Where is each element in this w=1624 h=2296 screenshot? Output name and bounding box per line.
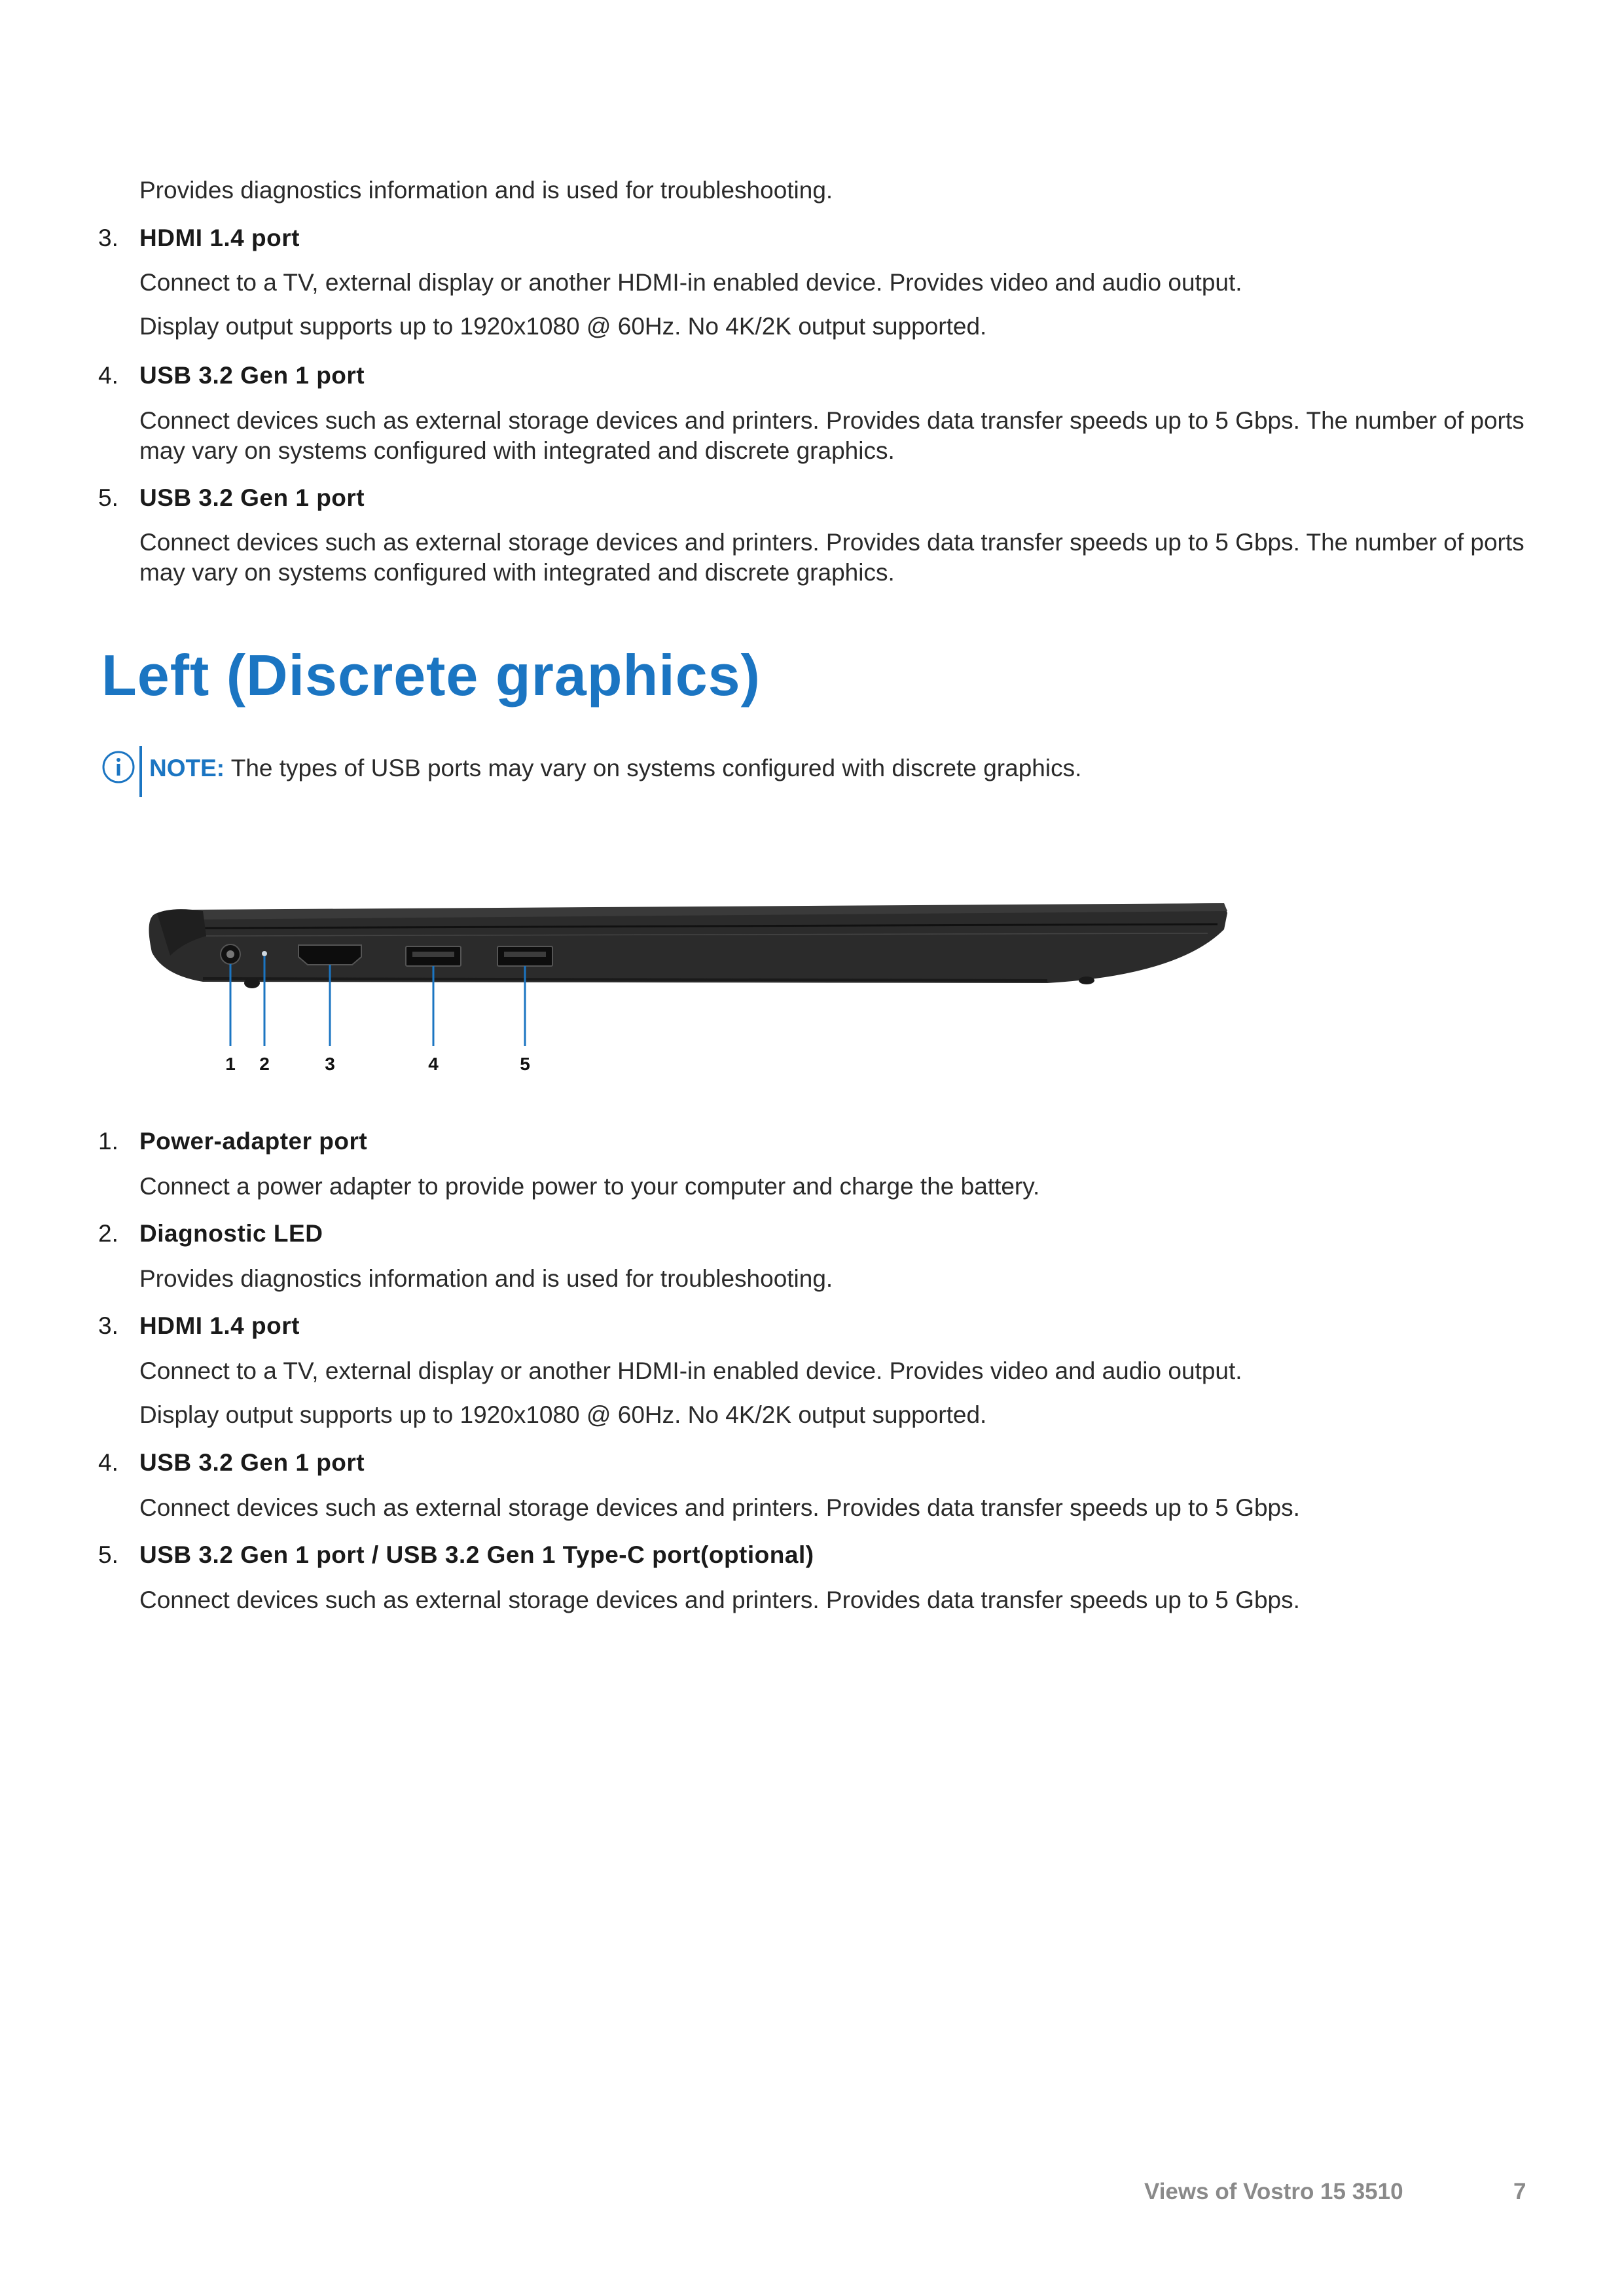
list-item-1-title: Power-adapter port <box>139 1128 368 1155</box>
list-item-1-desc: Connect a power adapter to provide power to your computer and charge the battery. <box>139 1173 1040 1200</box>
note-body: The types of USB ports may vary on systems configured with discrete graphics. <box>225 755 1082 781</box>
intro-paragraph: Provides diagnostics information and is used for troubleshooting. <box>139 177 833 204</box>
top-item-5-number: 5. <box>98 484 118 511</box>
callout-2: 2 <box>259 1054 270 1074</box>
list-item-5-title: USB 3.2 Gen 1 port / USB 3.2 Gen 1 Type-C port(optional) <box>139 1541 814 1568</box>
top-item-4-title: USB 3.2 Gen 1 port <box>139 362 365 389</box>
list-item-2-desc: Provides diagnostics information and is used for troubleshooting. <box>139 1265 833 1292</box>
list-item-1-number: 1. <box>98 1128 118 1155</box>
list-item-4-desc: Connect devices such as external storage devices and printers. Provides data transfer speeds up to 5 Gbps. <box>139 1494 1300 1521</box>
list-item-3-title: HDMI 1.4 port <box>139 1312 300 1339</box>
callout-5: 5 <box>520 1054 530 1074</box>
top-item-5-desc: Connect devices such as external storage devices and printers. Provides data transfer speeds up to 5 Gbps. The number of ports may vary on systems configured with integrated and discrete graphics. <box>139 529 1525 586</box>
top-item-3-number: 3. <box>98 224 118 251</box>
list-item-2-title: Diagnostic LED <box>139 1220 323 1247</box>
top-item-3-desc-2: Display output supports up to 1920x1080 @ 60Hz. No 4K/2K output supported. <box>139 313 987 340</box>
list-item-4-number: 4. <box>98 1449 118 1476</box>
info-icon <box>101 750 135 784</box>
top-item-4-desc: Connect devices such as external storage devices and printers. Provides data transfer speeds up to 5 Gbps. The number of ports may vary on systems configured with integrated and discrete graphics. <box>139 407 1525 464</box>
callout-1: 1 <box>225 1054 236 1074</box>
list-item-5-number: 5. <box>98 1541 118 1568</box>
list-item-5-desc: Connect devices such as external storage devices and printers. Provides data transfer speeds up to 5 Gbps. <box>139 1587 1300 1613</box>
list-item-3-number: 3. <box>98 1312 118 1339</box>
top-item-5-title: USB 3.2 Gen 1 port <box>139 484 365 511</box>
top-item-4-number: 4. <box>98 362 118 389</box>
top-item-3-desc-1: Connect to a TV, external display or another HDMI-in enabled device. Provides video and audio output. <box>139 269 1242 296</box>
laptop-left-side-illustration <box>144 890 1244 1086</box>
list-item-3-desc-1: Connect to a TV, external display or another HDMI-in enabled device. Provides video and audio output. <box>139 1357 1242 1384</box>
callout-3: 3 <box>325 1054 335 1074</box>
callout-4: 4 <box>428 1054 439 1074</box>
note-label: NOTE: <box>149 755 225 781</box>
section-heading: Left (Discrete graphics) <box>101 643 761 708</box>
list-item-4-title: USB 3.2 Gen 1 port <box>139 1449 365 1476</box>
note-divider <box>139 746 142 797</box>
footer-page-number: 7 <box>1513 2179 1526 2204</box>
note-text <box>149 753 1081 783</box>
list-item-2-number: 2. <box>98 1220 118 1247</box>
footer-title: Views of Vostro 15 3510 <box>1144 2179 1403 2204</box>
list-item-3-desc-2: Display output supports up to 1920x1080 @ 60Hz. No 4K/2K output supported. <box>139 1401 987 1428</box>
top-item-3-title: HDMI 1.4 port <box>139 224 300 251</box>
